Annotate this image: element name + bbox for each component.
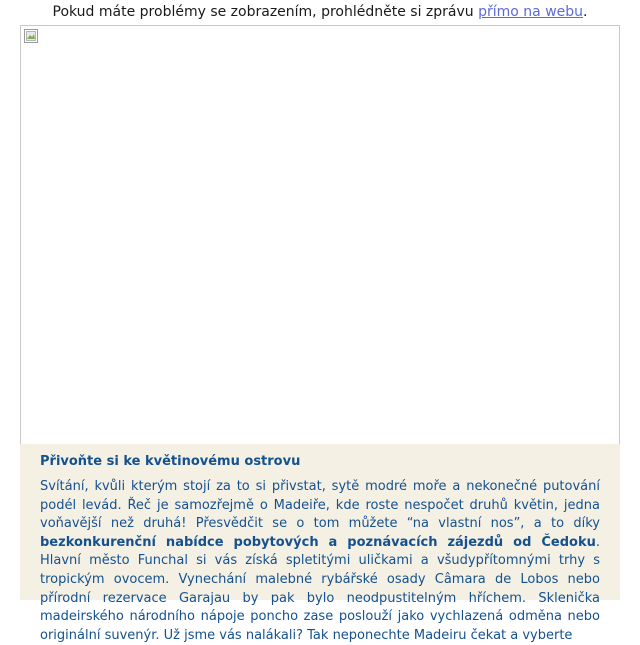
broken-image-icon <box>24 29 38 43</box>
view-online-link[interactable]: přímo na webu <box>478 4 584 20</box>
article-text-1: Svítání, kvůli kterým stojí za to si přivstat, sytě modré moře a nekonečné putování podél levád. Řeč je samozřejmě o Madeiře, kde roste nespočet druhů květin, jedna voňavější než druhá! Přesvědčit se o tom můžete “na vlastní nos”, a to díky <box>40 479 600 532</box>
hero-image-placeholder[interactable] <box>20 25 620 445</box>
article-text-2: . Hlavní město Funchal si vás získá spletitými uličkami a všudypřítomnými trhy s tropickým ovocem. Vynechání malebné rybářské osady Câmara de Lobos nebo přírodní rezervace Garajau by pak bylo neodpustitelným hříchem. Sklenička madeirského národního nápoje poncho zase poslouží jako vychlazená odměna nebo originální suvenýr. Už jsme vás nalákali? Tak neponechte Madeiru čekat a vyberte <box>40 534 600 643</box>
article-panel <box>20 444 620 643</box>
notice-text: Pokud máte problémy se zobrazením, prohlédněte si zprávu <box>52 4 479 20</box>
article-bold-offer: bezkonkurenční nabídce pobytových a poznávacích zájezdů od Čedoku <box>40 534 596 550</box>
article-title: Přivoňte si ke květinovému ostrovu <box>40 454 301 469</box>
view-online-notice <box>0 0 640 25</box>
notice-end: . <box>583 4 588 20</box>
article-body <box>40 478 600 645</box>
